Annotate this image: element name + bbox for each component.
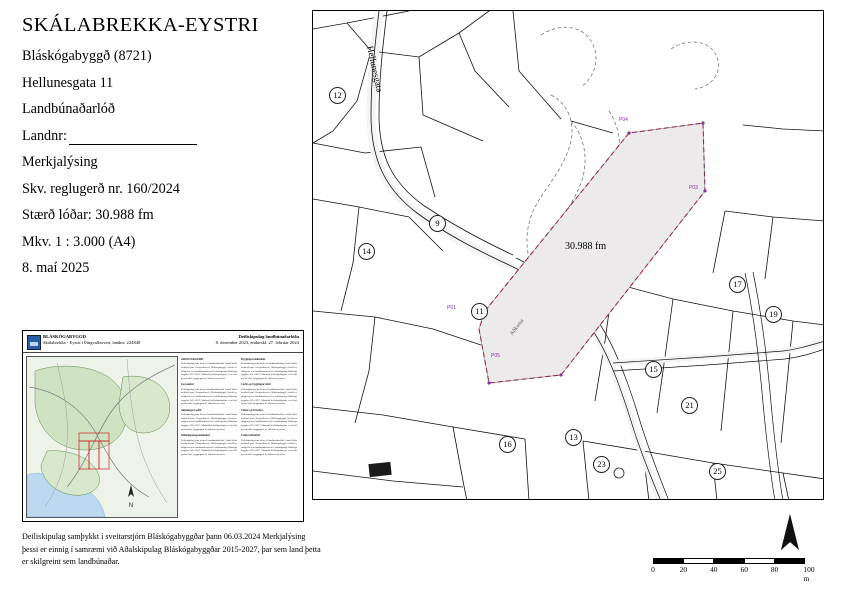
inset-paragraph-3: Deiliskipulag þetta tekur til landbúnaðarlóða í landi Skálabrekku-Eystri í Þingvallasveit, Bláskógabyggð. Svæðið er skilgreint sem landbúnaðarsvæði í aðalskipulagi Bláskógabyggðar 2015-2027. Markmið deiliskipulagsins er að skilgreina lóðir, byggingarreiti, aðkomu og veitur. [181, 438, 237, 457]
inset-heading-1: Forsendur [181, 382, 195, 387]
area-line: Stærð lóðar: 30.988 fm [22, 207, 154, 223]
inset-header [23, 331, 303, 353]
landnr-row [22, 128, 292, 145]
inset-text-column-2 [241, 355, 297, 457]
landuse-line: Landbúnaðarlóð [22, 101, 115, 117]
plot-circle-12[interactable]: 12 [329, 87, 346, 104]
point-label-p03: P03 [689, 185, 698, 191]
main-map-svg [313, 11, 824, 500]
scale-line: Mkv. 1 : 3.000 (A4) [22, 233, 136, 250]
scale-tick-5: 100 m [803, 565, 815, 583]
scale-tick-3: 60 [740, 565, 748, 574]
inset-header-subtitle: Skálabrekka - Eystri í Þingvallasveit, landnr: 224848 [43, 340, 141, 346]
building-footprint [368, 462, 391, 477]
plot-circle-21[interactable]: 21 [681, 397, 698, 414]
plot-circle-13[interactable]: 13 [565, 429, 582, 446]
plot-circle-16[interactable]: 16 [499, 436, 516, 453]
inset-heading-3: Deiliskipulagsskilmálar [181, 433, 211, 438]
inset-heading-7: Umhverfisáhrif [241, 433, 261, 438]
inset-heading-4: Byggingarskilmálar [241, 357, 266, 361]
inset-map-graphic [26, 356, 178, 518]
inset-map-svg [27, 357, 177, 517]
scale-tick-1: 20 [679, 565, 688, 574]
inset-header-municipality: BLÁSKÓGABYGGÐ [43, 334, 86, 339]
inset-header-left [43, 334, 140, 346]
point-label-p04: P04 [619, 117, 628, 123]
scale-tick-0: 0 [651, 565, 655, 574]
plot-circle-25[interactable]: 25 [709, 463, 726, 480]
inset-heading-2: Skipulagssvæðið [181, 407, 202, 412]
inset-heading-0: GREINARGERÐ [181, 357, 204, 361]
scale-bar [645, 552, 815, 583]
svg-text:N: N [128, 503, 134, 509]
inset-paragraph-6: Deiliskipulag þetta tekur til landbúnaðarlóða í landi Skálabrekku-Eystri í Þingvallasveit, Bláskógabyggð. Svæðið er skilgreint sem landbúnaðarsvæði í aðalskipulagi Bláskógabyggðar 2015-2027. Markmið deiliskipulagsins er að skilgreina lóðir, byggingarreiti, aðkomu og veitur. [241, 413, 297, 431]
document-info-panel [22, 14, 292, 287]
inset-heading-5: Lóðir og byggingarreitir [241, 382, 272, 387]
page-title: SKÁLABREKKA-EYSTRI [22, 14, 259, 36]
inner-path-label: Aðkoma [509, 318, 526, 337]
inset-paragraph-5: Deiliskipulag þetta tekur til landbúnaðarlóða í landi Skálabrekku-Eystri í Þingvallasveit, Bláskógabyggð. Svæðið er skilgreint sem landbúnaðarsvæði í aðalskipulagi Bláskógabyggðar 2015-2027. Markmið deiliskipulagsins er að skilgreina lóðir, byggingarreiti, aðkomu og veitur. [241, 387, 297, 406]
plot-circle-19[interactable]: 19 [765, 306, 782, 323]
municipality-line: Bláskógabyggð (8721) [22, 48, 152, 64]
point-label-p05: P05 [491, 353, 500, 359]
inset-header-right [216, 334, 299, 346]
inset-text-columns [181, 355, 301, 519]
inset-header-plan-type: Deiliskipulag landbúnaðarlóða [238, 334, 299, 339]
inset-heading-6: Veitur og fráveita [241, 407, 263, 412]
landnr-blank-rule [69, 131, 197, 145]
inset-header-dates: 8. desember 2023, endurskl. 27. febrúar 2024 [215, 340, 299, 346]
inset-paragraph-7: Deiliskipulag þetta tekur til landbúnaðarlóða í landi Skálabrekku-Eystri í Þingvallasveit, Bláskógabyggð. Svæðið er skilgreint sem landbúnaðarsvæði í aðalskipulagi Bláskógabyggðar 2015-2027. Markmið deiliskipulagsins er að skilgreina lóðir, byggingarreiti, aðkomu og veitur. [241, 438, 297, 457]
inset-paragraph-4: Deiliskipulag þetta tekur til landbúnaðarlóða í landi Skálabrekku-Eystri í Þingvallasveit, Bláskógabyggð. Svæðið er skilgreint sem landbúnaðarsvæði í aðalskipulagi Bláskógabyggðar 2015-2027. Markmið deiliskipulagsins er að skilgreina lóðir, byggingarreiti, aðkomu og veitur. [241, 362, 297, 380]
regulation-line: Skv. reglugerð nr. 160/2024 [22, 180, 180, 197]
scale-tick-2: 40 [710, 565, 718, 574]
plot-circle-14[interactable]: 14 [358, 243, 375, 260]
north-arrow-icon [775, 512, 805, 554]
main-map[interactable] [312, 10, 824, 500]
inset-paragraph-1: Deiliskipulag þetta tekur til landbúnaðarlóða í landi Skálabrekku-Eystri í Þingvallasveit, Bláskógabyggð. Svæðið er skilgreint sem landbúnaðarsvæði í aðalskipulagi Bláskógabyggðar 2015-2027. Markmið deiliskipulagsins er að skilgreina lóðir, byggingarreiti, aðkomu og veitur. [181, 387, 237, 406]
footer-note: Deiliskipulag samþykkt í sveitarstjórn Bláskógabyggðar þann 06.03.2024 Merkjalýsing þessi er einnig í samræmi við Aðalskipulag Bláskógabyggðar 2015-2027, þar sem land þetta er skilgreint sem landbúnaðar. [22, 532, 321, 567]
inset-paragraph-2: Deiliskipulag þetta tekur til landbúnaðarlóða í landi Skálabrekku-Eystri í Þingvallasveit, Bláskógabyggð. Svæðið er skilgreint sem landbúnaðarsvæði í aðalskipulagi Bláskógabyggðar 2015-2027. Markmið deiliskipulagsins er að skilgreina lóðir, byggingarreiti, aðkomu og veitur. [181, 413, 237, 431]
date-line: 8. maí 2025 [22, 260, 90, 276]
plot-circle-17[interactable]: 17 [729, 276, 746, 293]
address-line: Hellunesgata 11 [22, 74, 114, 91]
scale-bar-graphic [653, 558, 805, 564]
plot-circle-11[interactable]: 11 [471, 303, 488, 320]
point-label-p01: P01 [447, 305, 456, 311]
street-label-hellunesgata: Hellunesgata [365, 45, 385, 94]
plot-circle-9[interactable]: 9 [429, 215, 446, 232]
scale-tick-4: 80 [770, 565, 779, 574]
inset-plan-document [22, 330, 304, 522]
merkjalysing-line: Merkjalýsing [22, 154, 98, 170]
inset-paragraph-0: Deiliskipulag þetta tekur til landbúnaðarlóða í landi Skálabrekku-Eystri í Þingvallasveit, Bláskógabyggð. Svæðið er skilgreint sem landbúnaðarsvæði í aðalskipulagi Bláskógabyggðar 2015-2027. Markmið deiliskipulagsins er að skilgreina lóðir, byggingarreiti, aðkomu og veitur. [181, 362, 237, 380]
plot-circle-23[interactable]: 23 [593, 456, 610, 473]
inset-body [23, 353, 303, 521]
landnr-label: Landnr: [22, 127, 67, 144]
parcel-area-label: 30.988 fm [565, 241, 607, 252]
municipal-logo-icon [27, 335, 41, 350]
plot-circle-15[interactable]: 15 [645, 361, 662, 378]
inset-text-column-1 [181, 355, 237, 457]
